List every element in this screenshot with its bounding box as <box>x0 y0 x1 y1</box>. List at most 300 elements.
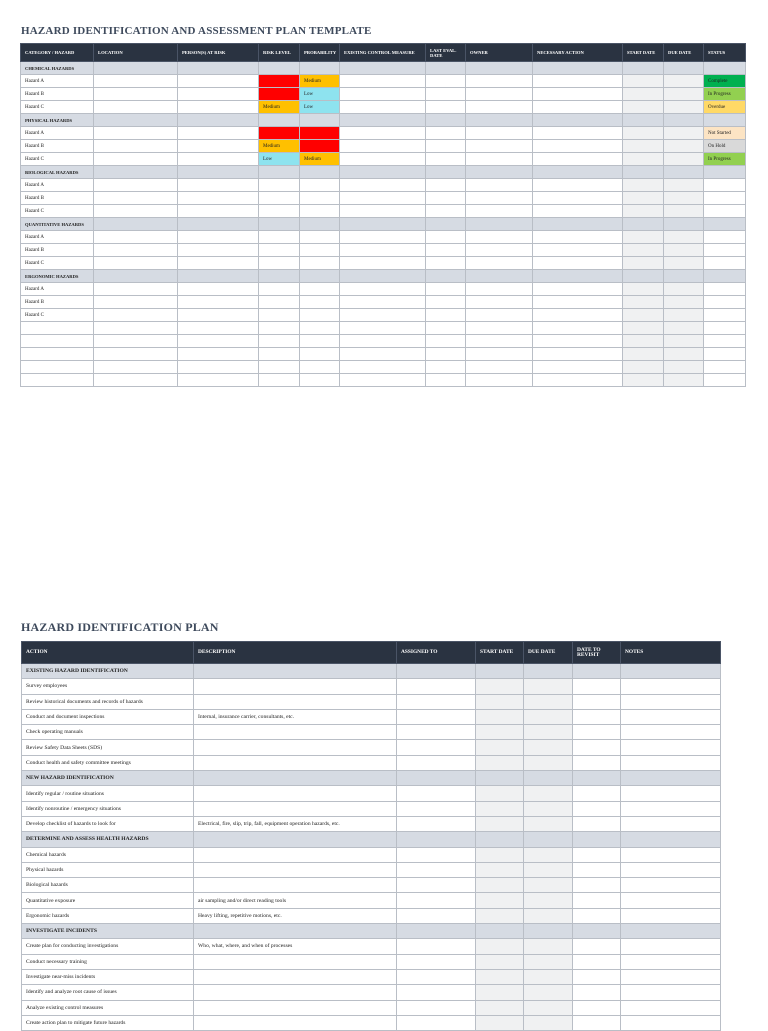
due-date-cell[interactable] <box>524 985 573 1000</box>
probability-cell[interactable] <box>300 179 340 192</box>
empty-cell[interactable] <box>194 771 397 786</box>
probability-cell[interactable]: Medium <box>300 153 340 166</box>
last-eval-cell[interactable] <box>426 309 466 322</box>
assigned-to-cell[interactable] <box>397 939 476 954</box>
persons-cell[interactable] <box>178 127 259 140</box>
empty-cell[interactable] <box>524 664 573 679</box>
empty-cell[interactable] <box>300 166 340 179</box>
last-eval-cell[interactable] <box>426 127 466 140</box>
notes-cell[interactable] <box>621 954 721 969</box>
start-date-cell[interactable] <box>623 231 664 244</box>
description-cell[interactable] <box>194 969 397 984</box>
start-date-cell[interactable] <box>476 725 524 740</box>
start-date-cell[interactable] <box>623 192 664 205</box>
due-date-cell[interactable] <box>524 1015 573 1030</box>
last-eval-cell[interactable] <box>426 296 466 309</box>
assigned-to-cell[interactable] <box>397 786 476 801</box>
owner-cell[interactable] <box>466 127 533 140</box>
due-date-cell[interactable] <box>664 140 704 153</box>
persons-cell[interactable] <box>178 101 259 114</box>
empty-cell[interactable] <box>466 270 533 283</box>
probability-cell[interactable] <box>300 244 340 257</box>
revisit-date-cell[interactable] <box>573 801 621 816</box>
empty-cell[interactable] <box>340 322 426 335</box>
revisit-date-cell[interactable] <box>573 862 621 877</box>
risk-level-cell[interactable] <box>259 205 300 218</box>
owner-cell[interactable] <box>466 257 533 270</box>
empty-cell[interactable] <box>664 374 704 387</box>
due-date-cell[interactable] <box>664 283 704 296</box>
start-date-cell[interactable] <box>623 127 664 140</box>
empty-cell[interactable] <box>340 218 426 231</box>
empty-cell[interactable] <box>704 114 746 127</box>
owner-cell[interactable] <box>466 140 533 153</box>
probability-cell[interactable]: High <box>300 140 340 153</box>
action-cell[interactable] <box>533 88 623 101</box>
owner-cell[interactable] <box>466 88 533 101</box>
risk-level-cell[interactable] <box>259 283 300 296</box>
due-date-cell[interactable] <box>524 816 573 831</box>
revisit-date-cell[interactable] <box>573 969 621 984</box>
assigned-to-cell[interactable] <box>397 969 476 984</box>
location-cell[interactable] <box>94 179 178 192</box>
control-measure-cell[interactable] <box>340 283 426 296</box>
empty-cell[interactable] <box>340 114 426 127</box>
due-date-cell[interactable] <box>524 694 573 709</box>
start-date-cell[interactable] <box>623 205 664 218</box>
empty-cell[interactable] <box>426 166 466 179</box>
revisit-date-cell[interactable] <box>573 786 621 801</box>
location-cell[interactable] <box>94 153 178 166</box>
start-date-cell[interactable] <box>623 88 664 101</box>
notes-cell[interactable] <box>621 862 721 877</box>
empty-cell[interactable] <box>194 664 397 679</box>
owner-cell[interactable] <box>466 153 533 166</box>
empty-cell[interactable] <box>178 62 259 75</box>
location-cell[interactable] <box>94 127 178 140</box>
start-date-cell[interactable] <box>476 862 524 877</box>
empty-cell[interactable] <box>94 335 178 348</box>
empty-cell[interactable] <box>533 374 623 387</box>
empty-cell[interactable] <box>476 924 524 939</box>
empty-cell[interactable] <box>573 924 621 939</box>
empty-cell[interactable] <box>664 218 704 231</box>
owner-cell[interactable] <box>466 75 533 88</box>
control-measure-cell[interactable] <box>340 153 426 166</box>
empty-cell[interactable] <box>426 335 466 348</box>
empty-cell[interactable] <box>524 832 573 847</box>
description-cell[interactable] <box>194 801 397 816</box>
start-date-cell[interactable] <box>623 101 664 114</box>
empty-cell[interactable] <box>94 361 178 374</box>
description-cell[interactable] <box>194 954 397 969</box>
start-date-cell[interactable] <box>623 244 664 257</box>
empty-cell[interactable] <box>533 218 623 231</box>
control-measure-cell[interactable] <box>340 257 426 270</box>
last-eval-cell[interactable] <box>426 192 466 205</box>
empty-cell[interactable] <box>476 771 524 786</box>
probability-cell[interactable]: Low <box>300 101 340 114</box>
empty-cell[interactable] <box>300 62 340 75</box>
empty-cell[interactable] <box>664 62 704 75</box>
risk-level-cell[interactable]: High <box>259 75 300 88</box>
probability-cell[interactable] <box>300 283 340 296</box>
notes-cell[interactable] <box>621 709 721 724</box>
empty-cell[interactable] <box>704 361 746 374</box>
control-measure-cell[interactable] <box>340 88 426 101</box>
status-cell[interactable] <box>704 192 746 205</box>
empty-cell[interactable] <box>476 832 524 847</box>
empty-cell[interactable] <box>178 335 259 348</box>
persons-cell[interactable] <box>178 244 259 257</box>
probability-cell[interactable] <box>300 257 340 270</box>
empty-cell[interactable] <box>664 322 704 335</box>
empty-cell[interactable] <box>704 348 746 361</box>
start-date-cell[interactable] <box>476 847 524 862</box>
due-date-cell[interactable] <box>664 179 704 192</box>
revisit-date-cell[interactable] <box>573 908 621 923</box>
control-measure-cell[interactable] <box>340 296 426 309</box>
start-date-cell[interactable] <box>476 1000 524 1015</box>
empty-cell[interactable] <box>466 218 533 231</box>
description-cell[interactable] <box>194 878 397 893</box>
empty-cell[interactable] <box>426 348 466 361</box>
notes-cell[interactable] <box>621 878 721 893</box>
location-cell[interactable] <box>94 88 178 101</box>
action-cell[interactable] <box>533 153 623 166</box>
description-cell[interactable] <box>194 740 397 755</box>
status-cell[interactable] <box>704 231 746 244</box>
owner-cell[interactable] <box>466 101 533 114</box>
persons-cell[interactable] <box>178 296 259 309</box>
last-eval-cell[interactable] <box>426 283 466 296</box>
empty-cell[interactable] <box>664 270 704 283</box>
start-date-cell[interactable] <box>623 283 664 296</box>
empty-cell[interactable] <box>300 114 340 127</box>
persons-cell[interactable] <box>178 283 259 296</box>
empty-cell[interactable] <box>704 335 746 348</box>
empty-cell[interactable] <box>259 166 300 179</box>
action-cell[interactable] <box>533 296 623 309</box>
risk-level-cell[interactable]: Medium <box>259 101 300 114</box>
description-cell[interactable] <box>194 694 397 709</box>
due-date-cell[interactable] <box>664 75 704 88</box>
start-date-cell[interactable] <box>476 801 524 816</box>
location-cell[interactable] <box>94 309 178 322</box>
assigned-to-cell[interactable] <box>397 862 476 877</box>
persons-cell[interactable] <box>178 153 259 166</box>
revisit-date-cell[interactable] <box>573 725 621 740</box>
empty-cell[interactable] <box>194 924 397 939</box>
persons-cell[interactable] <box>178 140 259 153</box>
empty-cell[interactable] <box>21 322 94 335</box>
empty-cell[interactable] <box>623 322 664 335</box>
start-date-cell[interactable] <box>476 893 524 908</box>
status-cell[interactable] <box>704 296 746 309</box>
due-date-cell[interactable] <box>524 893 573 908</box>
empty-cell[interactable] <box>664 166 704 179</box>
due-date-cell[interactable] <box>664 205 704 218</box>
notes-cell[interactable] <box>621 969 721 984</box>
empty-cell[interactable] <box>300 348 340 361</box>
revisit-date-cell[interactable] <box>573 878 621 893</box>
risk-level-cell[interactable] <box>259 309 300 322</box>
start-date-cell[interactable] <box>476 985 524 1000</box>
revisit-date-cell[interactable] <box>573 816 621 831</box>
empty-cell[interactable] <box>94 374 178 387</box>
status-cell[interactable]: Not Started <box>704 127 746 140</box>
status-cell[interactable]: Overdue <box>704 101 746 114</box>
action-cell[interactable] <box>533 231 623 244</box>
empty-cell[interactable] <box>259 348 300 361</box>
last-eval-cell[interactable] <box>426 101 466 114</box>
action-cell[interactable] <box>533 192 623 205</box>
empty-cell[interactable] <box>94 218 178 231</box>
assigned-to-cell[interactable] <box>397 985 476 1000</box>
start-date-cell[interactable] <box>476 786 524 801</box>
notes-cell[interactable] <box>621 1015 721 1030</box>
due-date-cell[interactable] <box>664 153 704 166</box>
revisit-date-cell[interactable] <box>573 1015 621 1030</box>
start-date-cell[interactable] <box>623 296 664 309</box>
empty-cell[interactable] <box>21 335 94 348</box>
notes-cell[interactable] <box>621 755 721 770</box>
assigned-to-cell[interactable] <box>397 679 476 694</box>
due-date-cell[interactable] <box>524 954 573 969</box>
empty-cell[interactable] <box>259 322 300 335</box>
due-date-cell[interactable] <box>524 755 573 770</box>
description-cell[interactable]: Internal, insurance carrier, consultants, etc. <box>194 709 397 724</box>
probability-cell[interactable] <box>300 296 340 309</box>
location-cell[interactable] <box>94 101 178 114</box>
empty-cell[interactable] <box>259 114 300 127</box>
due-date-cell[interactable] <box>524 908 573 923</box>
notes-cell[interactable] <box>621 694 721 709</box>
probability-cell[interactable]: Medium <box>300 75 340 88</box>
notes-cell[interactable] <box>621 786 721 801</box>
start-date-cell[interactable] <box>476 740 524 755</box>
empty-cell[interactable] <box>178 166 259 179</box>
status-cell[interactable]: In Progress <box>704 88 746 101</box>
empty-cell[interactable] <box>300 270 340 283</box>
status-cell[interactable] <box>704 244 746 257</box>
description-cell[interactable] <box>194 755 397 770</box>
assigned-to-cell[interactable] <box>397 908 476 923</box>
empty-cell[interactable] <box>623 218 664 231</box>
probability-cell[interactable] <box>300 231 340 244</box>
due-date-cell[interactable] <box>524 709 573 724</box>
revisit-date-cell[interactable] <box>573 694 621 709</box>
action-cell[interactable] <box>533 309 623 322</box>
empty-cell[interactable] <box>300 335 340 348</box>
start-date-cell[interactable] <box>476 1015 524 1030</box>
start-date-cell[interactable] <box>476 755 524 770</box>
persons-cell[interactable] <box>178 75 259 88</box>
description-cell[interactable]: Who, what, where, and when of processes <box>194 939 397 954</box>
persons-cell[interactable] <box>178 179 259 192</box>
empty-cell[interactable] <box>623 114 664 127</box>
last-eval-cell[interactable] <box>426 140 466 153</box>
revisit-date-cell[interactable] <box>573 679 621 694</box>
revisit-date-cell[interactable] <box>573 939 621 954</box>
last-eval-cell[interactable] <box>426 257 466 270</box>
empty-cell[interactable] <box>178 361 259 374</box>
empty-cell[interactable] <box>94 114 178 127</box>
empty-cell[interactable] <box>397 832 476 847</box>
empty-cell[interactable] <box>426 114 466 127</box>
empty-cell[interactable] <box>426 218 466 231</box>
empty-cell[interactable] <box>178 374 259 387</box>
empty-cell[interactable] <box>300 218 340 231</box>
description-cell[interactable] <box>194 1000 397 1015</box>
last-eval-cell[interactable] <box>426 88 466 101</box>
risk-level-cell[interactable]: Low <box>259 153 300 166</box>
start-date-cell[interactable] <box>476 709 524 724</box>
assigned-to-cell[interactable] <box>397 893 476 908</box>
last-eval-cell[interactable] <box>426 244 466 257</box>
probability-cell[interactable]: High <box>300 127 340 140</box>
empty-cell[interactable] <box>704 270 746 283</box>
empty-cell[interactable] <box>623 270 664 283</box>
empty-cell[interactable] <box>476 664 524 679</box>
empty-cell[interactable] <box>623 166 664 179</box>
due-date-cell[interactable] <box>524 969 573 984</box>
revisit-date-cell[interactable] <box>573 755 621 770</box>
empty-cell[interactable] <box>533 114 623 127</box>
description-cell[interactable]: Electrical, fire, slip, trip, fall, equipment operation hazards, etc. <box>194 816 397 831</box>
revisit-date-cell[interactable] <box>573 893 621 908</box>
empty-cell[interactable] <box>466 166 533 179</box>
empty-cell[interactable] <box>466 322 533 335</box>
due-date-cell[interactable] <box>664 231 704 244</box>
owner-cell[interactable] <box>466 179 533 192</box>
assigned-to-cell[interactable] <box>397 801 476 816</box>
empty-cell[interactable] <box>259 374 300 387</box>
risk-level-cell[interactable] <box>259 179 300 192</box>
notes-cell[interactable] <box>621 939 721 954</box>
risk-level-cell[interactable]: Medium <box>259 140 300 153</box>
start-date-cell[interactable] <box>476 878 524 893</box>
empty-cell[interactable] <box>704 322 746 335</box>
notes-cell[interactable] <box>621 740 721 755</box>
status-cell[interactable] <box>704 205 746 218</box>
description-cell[interactable]: air sampling and/or direct reading tools <box>194 893 397 908</box>
start-date-cell[interactable] <box>623 75 664 88</box>
empty-cell[interactable] <box>259 62 300 75</box>
owner-cell[interactable] <box>466 283 533 296</box>
notes-cell[interactable] <box>621 1000 721 1015</box>
start-date-cell[interactable] <box>476 816 524 831</box>
description-cell[interactable] <box>194 1015 397 1030</box>
owner-cell[interactable] <box>466 205 533 218</box>
owner-cell[interactable] <box>466 192 533 205</box>
empty-cell[interactable] <box>426 322 466 335</box>
start-date-cell[interactable] <box>623 153 664 166</box>
location-cell[interactable] <box>94 257 178 270</box>
location-cell[interactable] <box>94 205 178 218</box>
due-date-cell[interactable] <box>664 257 704 270</box>
empty-cell[interactable] <box>621 924 721 939</box>
risk-level-cell[interactable]: High <box>259 88 300 101</box>
status-cell[interactable] <box>704 283 746 296</box>
empty-cell[interactable] <box>21 361 94 374</box>
empty-cell[interactable] <box>664 335 704 348</box>
start-date-cell[interactable] <box>476 679 524 694</box>
persons-cell[interactable] <box>178 231 259 244</box>
empty-cell[interactable] <box>573 664 621 679</box>
empty-cell[interactable] <box>466 335 533 348</box>
empty-cell[interactable] <box>94 322 178 335</box>
empty-cell[interactable] <box>426 361 466 374</box>
due-date-cell[interactable] <box>664 296 704 309</box>
action-cell[interactable] <box>533 257 623 270</box>
control-measure-cell[interactable] <box>340 179 426 192</box>
empty-cell[interactable] <box>94 62 178 75</box>
start-date-cell[interactable] <box>623 140 664 153</box>
due-date-cell[interactable] <box>664 101 704 114</box>
start-date-cell[interactable] <box>623 257 664 270</box>
empty-cell[interactable] <box>533 270 623 283</box>
probability-cell[interactable] <box>300 192 340 205</box>
last-eval-cell[interactable] <box>426 179 466 192</box>
assigned-to-cell[interactable] <box>397 816 476 831</box>
empty-cell[interactable] <box>340 270 426 283</box>
owner-cell[interactable] <box>466 296 533 309</box>
location-cell[interactable] <box>94 192 178 205</box>
empty-cell[interactable] <box>94 270 178 283</box>
empty-cell[interactable] <box>623 335 664 348</box>
persons-cell[interactable] <box>178 205 259 218</box>
start-date-cell[interactable] <box>623 179 664 192</box>
persons-cell[interactable] <box>178 257 259 270</box>
status-cell[interactable]: On Hold <box>704 140 746 153</box>
empty-cell[interactable] <box>623 361 664 374</box>
owner-cell[interactable] <box>466 309 533 322</box>
action-cell[interactable] <box>533 101 623 114</box>
start-date-cell[interactable] <box>476 908 524 923</box>
empty-cell[interactable] <box>259 361 300 374</box>
due-date-cell[interactable] <box>524 679 573 694</box>
probability-cell[interactable] <box>300 309 340 322</box>
assigned-to-cell[interactable] <box>397 755 476 770</box>
empty-cell[interactable] <box>300 374 340 387</box>
empty-cell[interactable] <box>623 62 664 75</box>
due-date-cell[interactable] <box>664 244 704 257</box>
empty-cell[interactable] <box>340 166 426 179</box>
empty-cell[interactable] <box>397 771 476 786</box>
empty-cell[interactable] <box>21 374 94 387</box>
action-cell[interactable] <box>533 283 623 296</box>
assigned-to-cell[interactable] <box>397 740 476 755</box>
empty-cell[interactable] <box>664 114 704 127</box>
empty-cell[interactable] <box>621 664 721 679</box>
due-date-cell[interactable] <box>524 847 573 862</box>
revisit-date-cell[interactable] <box>573 954 621 969</box>
empty-cell[interactable] <box>178 218 259 231</box>
control-measure-cell[interactable] <box>340 244 426 257</box>
start-date-cell[interactable] <box>476 969 524 984</box>
status-cell[interactable] <box>704 179 746 192</box>
empty-cell[interactable] <box>573 771 621 786</box>
notes-cell[interactable] <box>621 816 721 831</box>
location-cell[interactable] <box>94 296 178 309</box>
revisit-date-cell[interactable] <box>573 740 621 755</box>
control-measure-cell[interactable] <box>340 205 426 218</box>
notes-cell[interactable] <box>621 725 721 740</box>
empty-cell[interactable] <box>621 771 721 786</box>
action-cell[interactable] <box>533 75 623 88</box>
empty-cell[interactable] <box>178 322 259 335</box>
